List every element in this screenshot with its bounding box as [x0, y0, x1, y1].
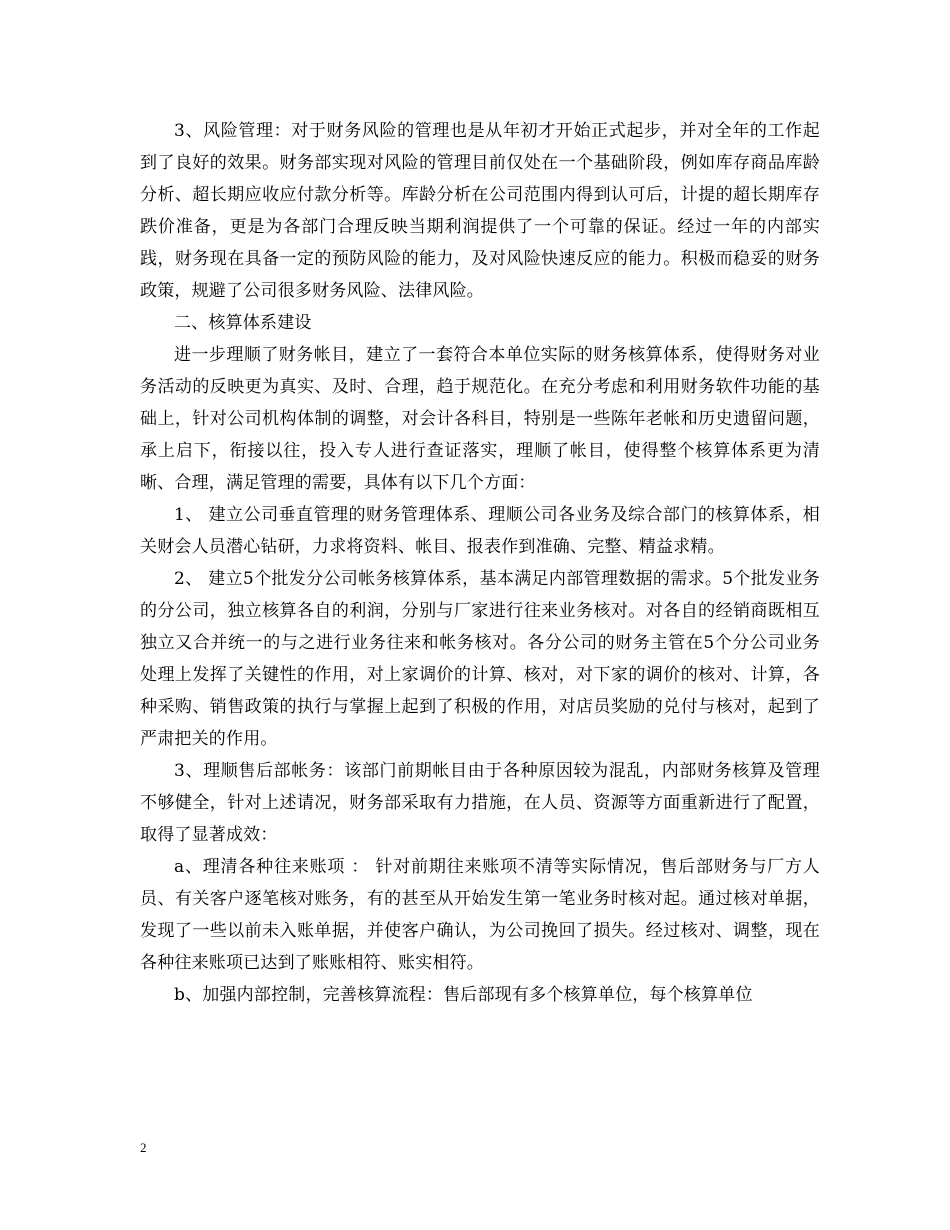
paragraph-risk-management: 3、风险管理：对于财务风险的管理也是从年初才开始正式起步，并对全年的工作起到了良好的效果。财务部实现对风险的管理目前仅处在一个基础阶段，例如库存商品库龄分析、超长期应收应付款分析等。库龄分析在公司范围内得到认可后，计提的超长期库存跌价准备，更是为各部门合理反映当期利润提供了一个可靠的保证。经过一年的内部实践，财务现在具备一定的预防风险的能力，及对风险快速反应的能力。积极而稳妥的财务政策，规避了公司很多财务风险、法律风险。: [140, 121, 820, 301]
paragraph-item-b: b、加强内部控制，完善核算流程：售后部现有多个核算单位，每个核算单位: [174, 985, 753, 1005]
page-number: 2: [140, 1140, 147, 1155]
document-body: [140, 115, 820, 1011]
paragraph-accounting-intro: 进一步理顺了财务帐目，建立了一套符合本单位实际的财务核算体系，使得财务对业务活动的反映更为真实、及时、合理，趋于规范化。在充分考虑和利用财务软件功能的基础上，针对公司机构体制的调整，对会计各科目，特别是一些陈年老帐和历史遗留问题，承上启下，衔接以往，投入专人进行查证落实，理顺了帐目，使得整个核算体系更为清晰、合理，满足管理的需要，具体有以下几个方面：: [140, 345, 820, 493]
paragraph-item-2: 2、 建立5个批发分公司帐务核算体系，基本满足内部管理数据的需求。5个批发业务的分公司，独立核算各自的利润，分别与厂家进行往来业务核对。对各自的经销商既相互独立又合并统一的与之进行业务往来和帐务核对。各分公司的财务主管在5个分公司业务处理上发挥了关键性的作用，对上家调价的计算、核对，对下家的调价的核对、计算，各种采购、销售政策的执行与掌握上起到了积极的作用，对店员奖励的兑付与核对，起到了严肃把关的作用。: [140, 569, 820, 749]
section-heading-accounting-system: 二、核算体系建设: [174, 313, 312, 333]
paragraph-item-1: 1、 建立公司垂直管理的财务管理体系、理顺公司各业务及综合部门的核算体系，相关财会人员潜心钻研，力求将资料、帐目、报表作到准确、完整、精益求精。: [140, 505, 820, 557]
paragraph-item-a: a、理清各种往来账项 ： 针对前期往来账项不清等实际情况，售后部财务与厂方人员、有关客户逐笔核对账务，有的甚至从开始发生第一笔业务时核对起。通过核对单据，发现了一些以前未入账单据，并使客户确认，为公司挽回了损失。经过核对、调整，现在各种往来账项已达到了账账相符、账实相符。: [140, 857, 820, 973]
paragraph-item-3: 3、理顺售后部帐务：该部门前期帐目由于各种原因较为混乱，内部财务核算及管理不够健全，针对上述请况，财务部采取有力措施，在人员、资源等方面重新进行了配置，取得了显著成效：: [140, 761, 820, 845]
